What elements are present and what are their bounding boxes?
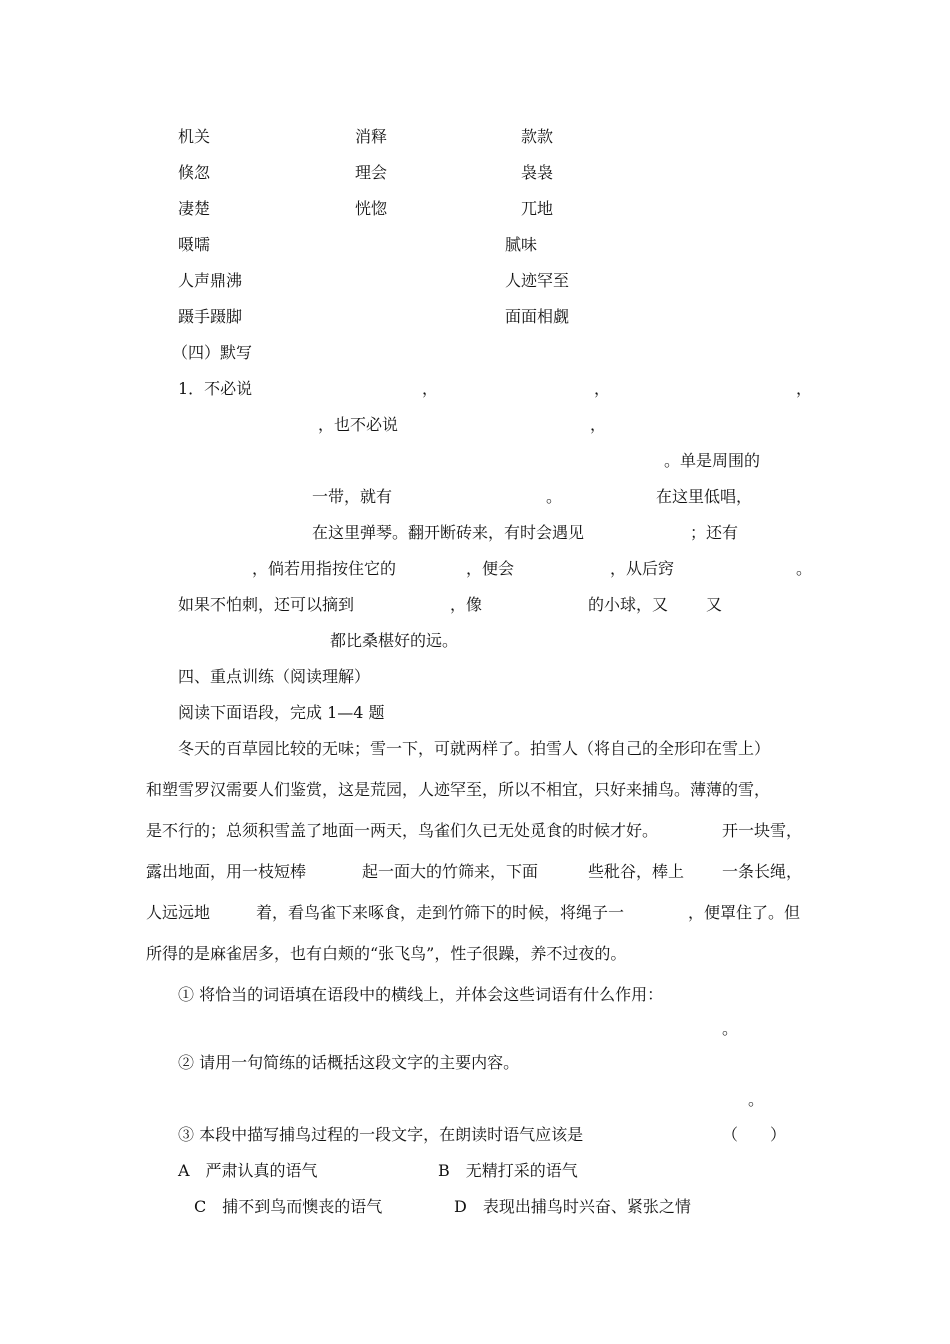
dictation-text: 一带，就有 <box>312 487 393 506</box>
instruction: 阅读下面语段，完成 1—4 题 <box>178 703 385 722</box>
passage-line: 人远远地 <box>146 903 211 922</box>
passage-line: 露出地面，用一枝短棒 <box>146 862 307 881</box>
section-heading: （四）默写 <box>172 343 253 362</box>
dictation-text: ，倘若用指按住它的 <box>252 559 397 578</box>
vocab-word: 兀地 <box>521 199 554 218</box>
dictation-punct: ， <box>422 379 439 398</box>
passage-line: 和塑雪罗汉需要人们鉴赏，这是荒园，人迹罕至，所以不相宜，只好来捕鸟。薄薄的雪， <box>146 780 771 799</box>
dictation-punct: 。 <box>546 487 563 506</box>
passage-line: 冬天的百草园比较的无味；雪一下，可就两样了。拍雪人（将自己的全形印在雪上） <box>178 739 771 758</box>
dictation-text: ；还有 <box>690 523 739 542</box>
question-1: ① 将恰当的词语填在语段中的横线上，并体会这些词语有什么作用： <box>178 985 664 1004</box>
vocab-word: 机关 <box>178 127 211 146</box>
dictation-text: ，从后窍 <box>610 559 675 578</box>
vocab-word: 恍惚 <box>355 199 388 218</box>
vocab-word: 嗫嚅 <box>178 235 211 254</box>
passage-line: 些秕谷，棒上 <box>588 862 685 881</box>
option-b: B 无精打采的语气 <box>438 1161 578 1180</box>
dictation-punct: ， <box>594 379 611 398</box>
answer-paren: （ ） <box>722 1125 787 1144</box>
dictation-text: 1．不必说 <box>178 379 253 398</box>
dictation-text: ，便会 <box>466 559 515 578</box>
passage-line: 一条长绳， <box>722 862 803 881</box>
vocab-idiom: 蹑手蹑脚 <box>178 307 243 326</box>
passage-line: 所得的是麻雀居多，也有白颊的“张飞鸟”，性子很躁，养不过夜的。 <box>146 944 627 963</box>
question-3: ③ 本段中描写捕鸟过程的一段文字，在朗读时语气应该是 <box>178 1125 584 1144</box>
vocab-word: 款款 <box>521 127 554 146</box>
option-a: A 严肃认真的语气 <box>178 1161 318 1180</box>
passage-line: 是不行的；总须积雪盖了地面一两天，鸟雀们久已无处觅食的时候才好。 <box>146 821 659 840</box>
dictation-text: 的小球，又 <box>588 595 669 614</box>
section-heading: 四、重点训练（阅读理解） <box>178 667 371 686</box>
dictation-text: 。单是周围的 <box>664 451 761 470</box>
vocab-word: 腻味 <box>505 235 538 254</box>
dictation-punct: ， <box>796 379 813 398</box>
passage-line: 起一面大的竹筛来，下面 <box>362 862 539 881</box>
dictation-text: 又 <box>706 595 723 614</box>
vocab-word: 消释 <box>355 127 388 146</box>
vocab-idiom: 人迹罕至 <box>505 271 570 290</box>
dictation-text: ，像 <box>450 595 483 614</box>
passage-line: ，便罩住了。但 <box>688 903 801 922</box>
dictation-punct: ， <box>590 415 607 434</box>
answer-line-end: 。 <box>722 1019 739 1038</box>
vocab-word: 倏忽 <box>178 163 211 182</box>
dictation-text: 在这里弹琴。翻开断砖来，有时会遇见 <box>312 523 585 542</box>
dictation-text: 在这里低唱， <box>656 487 753 506</box>
vocab-idiom: 面面相觑 <box>505 307 570 326</box>
dictation-punct: 。 <box>796 559 813 578</box>
question-2: ② 请用一句简练的话概括这段文字的主要内容。 <box>178 1053 520 1072</box>
vocab-idiom: 人声鼎沸 <box>178 271 243 290</box>
passage-line: 着，看鸟雀下来啄食，走到竹筛下的时候，将绳子一 <box>256 903 625 922</box>
option-c: C 捕不到鸟而懊丧的语气 <box>194 1197 383 1216</box>
dictation-text: ，也不必说 <box>318 415 399 434</box>
vocab-word: 袅袅 <box>521 163 554 182</box>
vocab-word: 理会 <box>355 163 388 182</box>
dictation-text: 都比桑椹好的远。 <box>330 631 459 650</box>
passage-line: 开一块雪， <box>722 821 803 840</box>
option-d: D 表现出捕鸟时兴奋、紧张之情 <box>454 1197 691 1216</box>
vocab-word: 凄楚 <box>178 199 211 218</box>
answer-line-end: 。 <box>748 1090 765 1109</box>
dictation-text: 如果不怕刺，还可以摘到 <box>178 595 355 614</box>
